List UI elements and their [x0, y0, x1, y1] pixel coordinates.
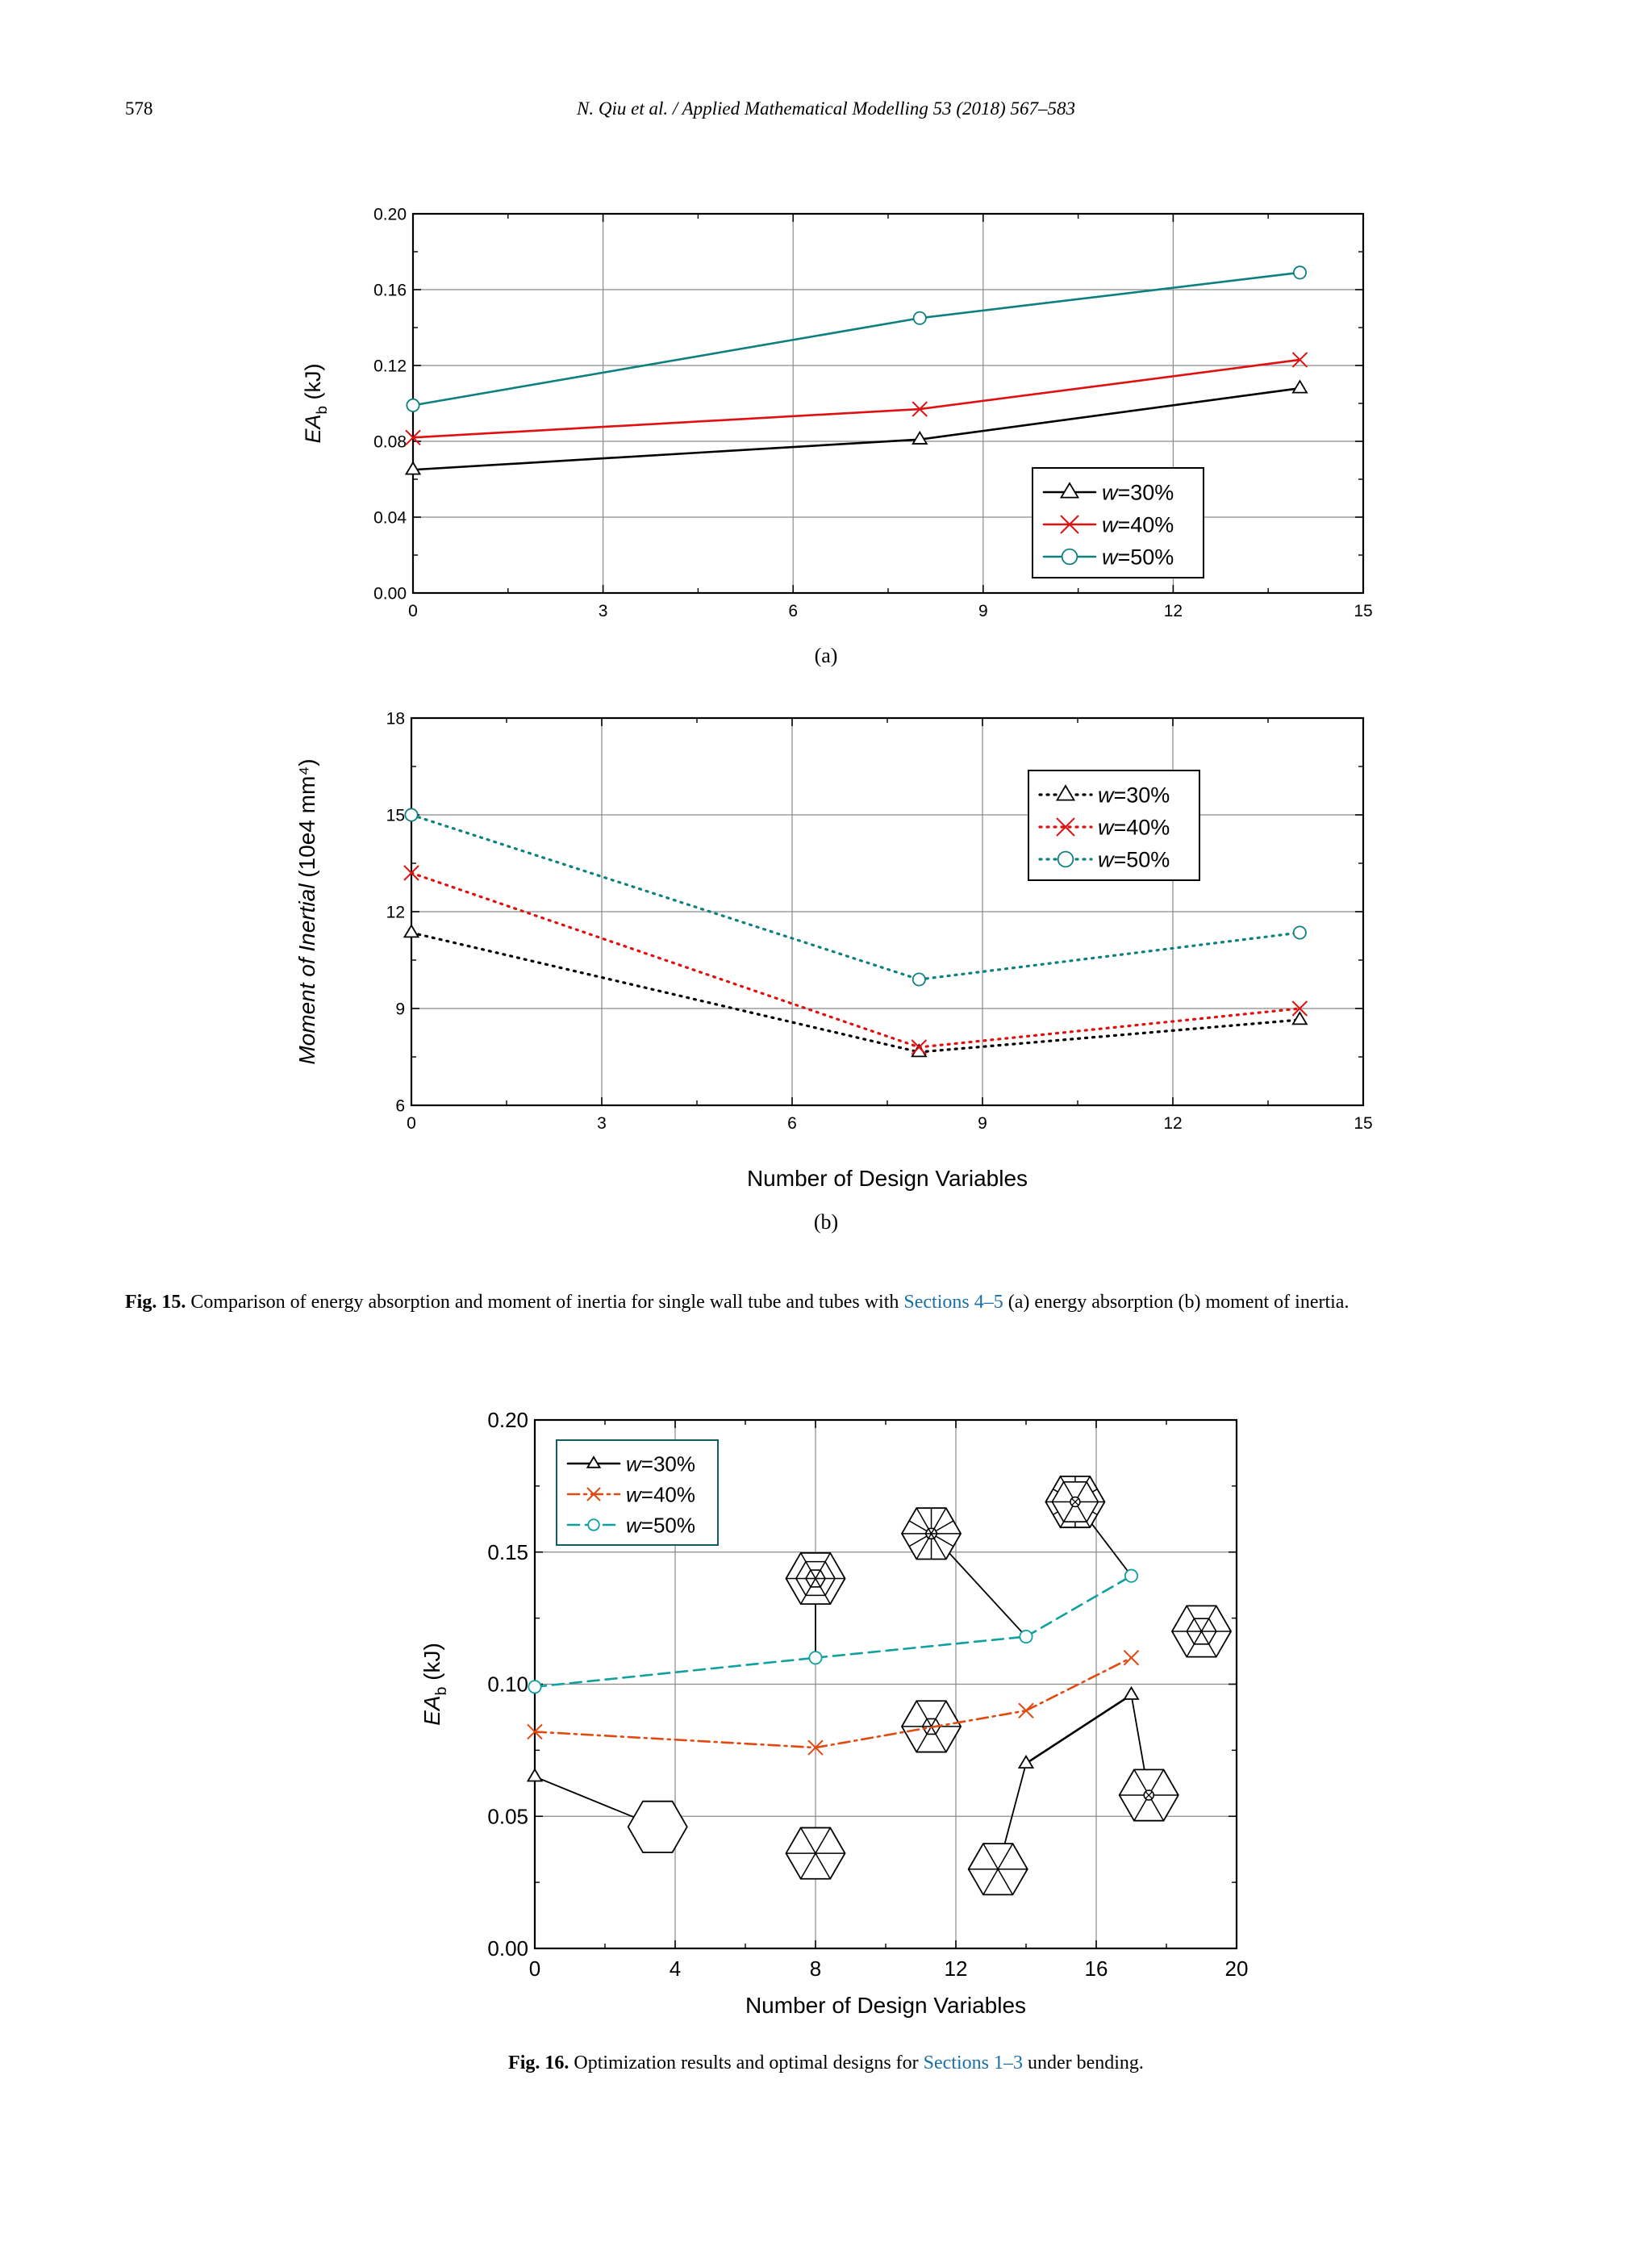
legend-label-value: =30%: [640, 1451, 696, 1476]
marker-circle: [588, 1519, 599, 1530]
marker-triangle: [1293, 381, 1307, 392]
series-w=50%: [407, 266, 1306, 411]
series-w=40%: [404, 866, 1307, 1054]
fig16-caption-text-after: under bending.: [1027, 2052, 1144, 2073]
y-axis-label-unit: (10e4 mm⁴): [294, 758, 319, 884]
x-tick-label: 20: [1224, 1956, 1249, 1981]
fig15-caption: [125, 1288, 1545, 1316]
series-line-segment: [816, 1637, 1026, 1658]
legend-label-value: =30%: [1117, 480, 1174, 505]
legend-label-value: =40%: [1113, 815, 1170, 840]
y-tick-label: 0.05: [487, 1804, 528, 1829]
y-tick-label: 0.15: [487, 1539, 528, 1564]
y-tick-label: 15: [386, 806, 405, 825]
fig16-caption: [0, 2049, 1652, 2077]
legend-label-value: =30%: [1113, 783, 1170, 808]
marker-triangle: [1019, 1756, 1032, 1768]
x-tick-label: 12: [1163, 1114, 1183, 1133]
design-icon-hexagon-spokes-struts-center: [1045, 1476, 1131, 1576]
chart-fig15a-energy-absorption: [0, 190, 1652, 641]
y-tick-label: 0.20: [373, 205, 407, 224]
y-tick-label: 0.16: [373, 281, 407, 300]
x-tick-label: 15: [1354, 602, 1373, 620]
series-line-segment: [413, 440, 920, 470]
marker-circle: [1020, 1631, 1032, 1643]
y-tick-label: 0.00: [487, 1936, 528, 1961]
legend-label: [1102, 481, 1174, 505]
y-tick-label: 0.04: [373, 508, 407, 528]
series-w=40%: [528, 1651, 1139, 1755]
marker-triangle: [528, 1769, 541, 1781]
legend: [1028, 770, 1199, 880]
legend-label-variable: w: [1098, 815, 1114, 840]
page-header: [0, 98, 1652, 131]
fig15b-sublabel: (b): [813, 1210, 839, 1234]
series-line-segment: [919, 1008, 1299, 1047]
series-w=40%: [406, 353, 1307, 445]
data-series: [406, 266, 1307, 474]
legend-label: [626, 1482, 695, 1506]
legend-label-variable: w: [626, 1451, 641, 1476]
axis-ticks: [386, 709, 1373, 1133]
y-tick-label: 0.00: [373, 584, 407, 603]
page-number: 578: [125, 98, 153, 119]
series-line-segment: [920, 273, 1299, 318]
marker-triangle: [404, 925, 418, 937]
x-tick-label: 0: [407, 1114, 416, 1133]
design-icon-hexagon-spokes-center-node: [1120, 1695, 1179, 1821]
marker-triangle: [1124, 1688, 1138, 1699]
series-line-segment: [411, 815, 919, 979]
fig15-caption-label: Fig. 15.: [125, 1292, 186, 1313]
x-tick-label: 6: [787, 1114, 797, 1133]
fig16-caption-text-before: Optimization results and optimal designs for: [574, 2052, 919, 2073]
x-tick-label: 0: [408, 602, 418, 620]
marker-circle: [1058, 852, 1074, 867]
legend: [557, 1440, 718, 1545]
series-w=30%: [528, 1688, 1138, 1781]
x-tick-label: 4: [669, 1956, 682, 1981]
series-line-segment: [1026, 1576, 1132, 1636]
y-tick-label: 18: [386, 709, 405, 729]
plot-frame: [413, 214, 1363, 593]
series-line-segment: [413, 409, 920, 437]
series-line-segment: [411, 873, 919, 1047]
x-tick-label: 6: [788, 602, 799, 620]
series-line-segment: [411, 933, 919, 1052]
x-axis-label: Number of Design Variables: [745, 1993, 1027, 2018]
legend-label: [1098, 783, 1170, 808]
marker-circle: [1062, 549, 1078, 565]
x-tick-label: 0: [528, 1956, 541, 1981]
y-axis-label-unit: (kJ): [419, 1643, 444, 1687]
legend-label-variable: w: [626, 1513, 641, 1538]
axis-ticks: [373, 205, 1373, 620]
x-tick-label: 9: [978, 1114, 987, 1133]
marker-circle: [913, 973, 925, 985]
design-icon-hexagon-6-spokes: [786, 1827, 845, 1878]
legend-label-variable: w: [626, 1482, 641, 1507]
y-tick-label: 0.10: [487, 1672, 528, 1697]
fig15-caption-text-after: (a) energy absorption (b) moment of inertia.: [1007, 1292, 1350, 1313]
design-icon-hexagon-two-inner-rings: [786, 1553, 845, 1658]
x-tick-label: 12: [1163, 602, 1183, 620]
series-w=30%: [406, 381, 1307, 474]
legend-label-variable: w: [1098, 783, 1114, 808]
y-axis-label-subscript: b: [314, 405, 331, 415]
marker-triangle: [406, 462, 419, 474]
legend-label: [626, 1513, 695, 1537]
x-tick-label: 3: [597, 1114, 607, 1133]
fig16-caption-section-link[interactable]: Sections 1–3: [923, 2052, 1023, 2073]
series-line-segment: [920, 360, 1299, 409]
legend-label: [1098, 848, 1170, 872]
legend-label-value: =50%: [1117, 545, 1174, 570]
marker-circle: [528, 1681, 540, 1693]
marker-circle: [407, 399, 419, 411]
marker-circle: [1294, 266, 1306, 278]
series-w=30%: [404, 925, 1306, 1056]
x-axis-label: Number of Design Variables: [746, 1166, 1028, 1191]
x-tick-label: 16: [1084, 1956, 1108, 1981]
marker-circle: [1294, 926, 1306, 938]
series-line-segment: [919, 933, 1299, 979]
legend-label-value: =50%: [1113, 847, 1170, 872]
y-axis-label-symbol: EA: [419, 1695, 444, 1726]
legend: [1032, 468, 1204, 578]
legend-label: [626, 1451, 695, 1476]
series-line-segment: [920, 388, 1299, 439]
series-line-segment: [413, 318, 920, 405]
legend-label-value: =40%: [640, 1482, 696, 1507]
design-icon-hexagon-spokes-inner-hex: [1172, 1606, 1231, 1656]
y-axis-label-symbol: EA: [301, 414, 325, 444]
y-axis-label: [301, 363, 331, 443]
y-tick-label: 12: [386, 903, 405, 922]
y-axis-label-quantity: Moment of Inertial: [294, 883, 319, 1065]
x-tick-label: 9: [978, 602, 988, 620]
chart-fig15b-moment-of-inertia: [0, 694, 1652, 1210]
design-icon-outer-hexagon: [628, 1802, 687, 1852]
marker-circle: [405, 808, 417, 821]
gridlines: [413, 214, 1363, 593]
running-head: N. Qiu et al. / Applied Mathematical Modelling 53 (2018) 567–583: [577, 98, 1075, 119]
y-tick-label: 0.12: [373, 357, 407, 376]
series-line-segment: [1026, 1695, 1132, 1764]
design-icon-hexagon-6-spokes: [969, 1764, 1028, 1895]
y-axis-label: [419, 1643, 450, 1726]
marker-circle: [914, 312, 926, 324]
y-axis-label-subscript: b: [432, 1686, 450, 1696]
fig16-caption-label: Fig. 16.: [508, 2052, 569, 2073]
x-tick-label: 8: [809, 1956, 822, 1981]
y-tick-label: 0.20: [487, 1408, 528, 1433]
marker-circle: [1125, 1570, 1137, 1582]
x-tick-label: 15: [1354, 1114, 1373, 1133]
legend-label: [1102, 513, 1174, 537]
marker-x: [1124, 1651, 1139, 1665]
chart-fig16-optimization-results: [0, 1388, 1652, 2033]
x-tick-label: 3: [598, 602, 608, 620]
legend-label-variable: w: [1102, 545, 1118, 570]
y-tick-label: 9: [395, 1000, 405, 1019]
fig15-caption-section-link[interactable]: Sections 4–5: [903, 1292, 1003, 1313]
legend-label-value: =40%: [1117, 512, 1174, 537]
y-tick-label: 6: [395, 1096, 405, 1116]
legend-label-variable: w: [1098, 847, 1114, 872]
legend-label: [1102, 545, 1174, 570]
y-axis-label: [294, 758, 319, 1064]
marker-x: [1019, 1703, 1033, 1718]
fig15a-sublabel: (a): [814, 644, 838, 667]
gridlines: [411, 718, 1363, 1105]
design-icon-single-wall-hexagon: [535, 1777, 687, 1852]
series-line-segment: [919, 1020, 1299, 1052]
design-icon-hexagon-spokes-struts: [902, 1508, 1026, 1636]
legend-label: [1098, 816, 1170, 840]
y-axis-label-unit: (kJ): [301, 363, 325, 406]
data-series: [528, 1570, 1139, 1781]
fig15-caption-text-before: Comparison of energy absorption and moment of inertia for single wall tube and tubes with: [190, 1292, 899, 1313]
y-tick-label: 0.08: [373, 432, 407, 452]
legend-label-variable: w: [1102, 512, 1118, 537]
marker-circle: [809, 1652, 821, 1664]
x-tick-label: 12: [944, 1956, 968, 1981]
legend-label-variable: w: [1102, 480, 1118, 505]
legend-label-value: =50%: [640, 1513, 696, 1538]
